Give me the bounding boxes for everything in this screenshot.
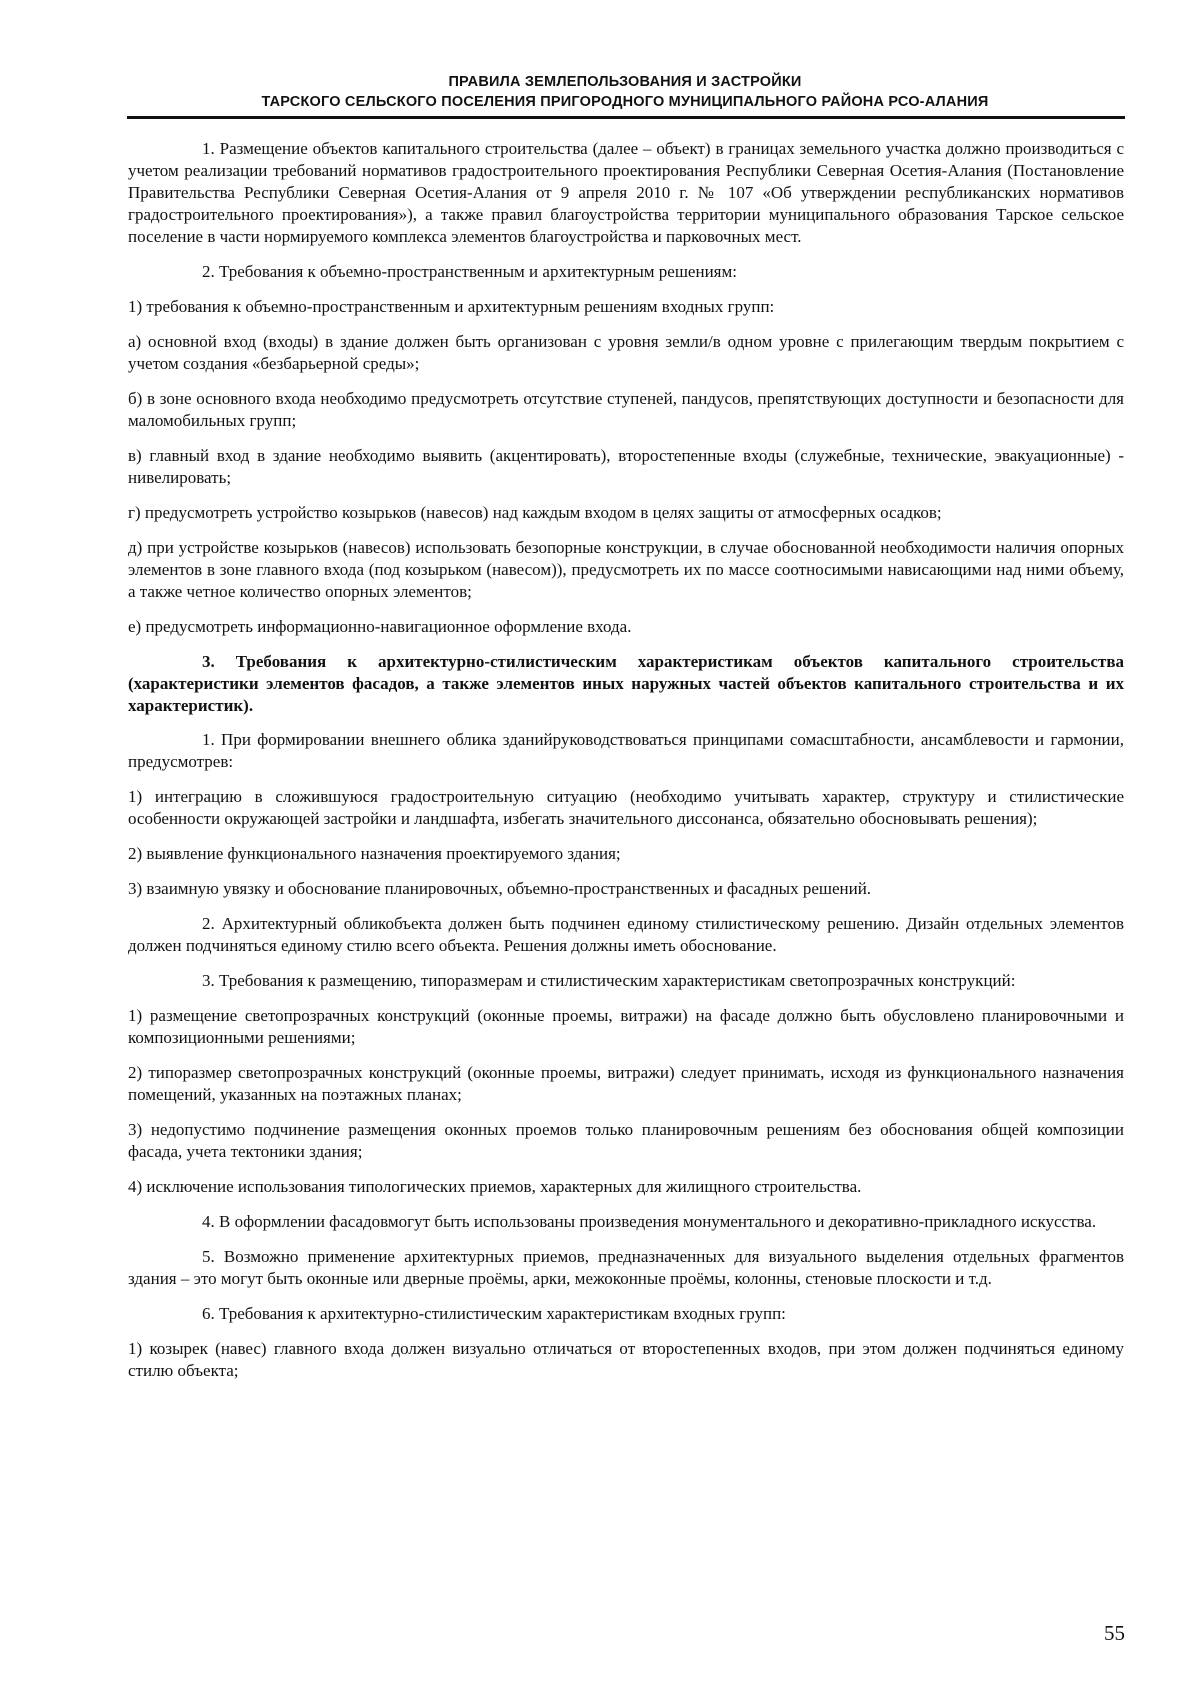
paragraph-volume-requirements: 2. Требования к объемно-пространственным и архитектурным решениям: xyxy=(202,262,737,281)
header-rule xyxy=(127,116,1125,119)
paragraph-decoration: 4. В оформлении фасадовмогут быть использованы произведения монументального и декоративно-прикладного искусства. xyxy=(202,1212,1097,1231)
running-header xyxy=(127,72,1123,112)
list-item: г) предусмотреть устройство козырьков (навесов) над каждым входом в целях защиты от атмосферных осадков; xyxy=(128,503,942,522)
list-item: 1) требования к объемно-пространственным и архитектурным решениям входных групп: xyxy=(128,297,775,316)
list-item: а) основной вход (входы) в здание должен быть организован с уровня земли/в одном уровне с прилегающим твердым покрытием с учетом создания «безбарьерной среды»; xyxy=(128,332,1124,373)
list-item: 3) взаимную увязку и обоснование планировочных, объемно-пространственных и фасадных решений. xyxy=(128,879,872,898)
document-body xyxy=(128,138,1124,1395)
paragraph-style: 2. Архитектурный обликобъекта должен быть подчинен единому стилистическому решению. Дизайн отдельных элементов должен подчиняться единому стилю всего объекта. Решения должны иметь обоснование. xyxy=(128,914,1124,955)
paragraph-appearance: 1. При формировании внешнего облика зданийруководствоваться принципами сомасштабности, ансамблевости и гармонии, предусмотрев: xyxy=(128,730,1124,771)
paragraph-placement: 1. Размещение объектов капитального строительства (далее – объект) в границах земельного участка должно производиться с учетом реализации требований нормативов градостроительного проектирования Республики Северная Осетия-Алания (Постановление Правительства Республики Северная Осетия-Алания от 9 апреля 2010 г. № 107 «Об утверждении республиканских нормативов градостроительного проектирования»), а также правил благоустройства территории муниципального образования Тарское сельское поселение в части нормируемого комплекса элементов благоустройства и парковочных мест. xyxy=(128,139,1124,246)
list-item: в) главный вход в здание необходимо выявить (акцентировать), второстепенные входы (служебные, технические, эвакуационные) - нивелировать; xyxy=(128,446,1124,487)
section-heading: 3. Требования к архитектурно-стилистическим характеристикам объектов капитального строительства (характеристики элементов фасадов, а также элементов иных наружных частей объектов капитального строительства и их характеристик). xyxy=(128,652,1124,715)
page-number: 55 xyxy=(1104,1621,1125,1645)
list-item: 3) недопустимо подчинение размещения оконных проемов только планировочным решениям без обоснования общей композиции фасада, учета тектоники здания; xyxy=(128,1120,1124,1161)
header-line-1: ПРАВИЛА ЗЕМЛЕПОЛЬЗОВАНИЯ И ЗАСТРОЙКИ xyxy=(448,74,802,90)
list-item: д) при устройстве козырьков (навесов) использовать безопорные конструкции, в случае обоснованной необходимости наличия опорных элементов в зоне главного входа (под козырьком (навесом)), предусмотреть их по массе соотносимыми нависающими над ними объему, а также четное количество опорных элементов; xyxy=(128,538,1124,601)
list-item: е) предусмотреть информационно-навигационное оформление входа. xyxy=(128,617,632,636)
list-item: 1) размещение светопрозрачных конструкций (оконные проемы, витражи) на фасаде должно быть обусловлено планировочными и композиционными решениями; xyxy=(128,1006,1124,1047)
list-item: 1) интеграцию в сложившуюся градостроительную ситуацию (необходимо учитывать характер, структуру и стилистические особенности окружающей застройки и ландшафта, избегать значительного диссонанса, обязательно обосновывать решения); xyxy=(128,787,1124,828)
list-item: 2) выявление функционального назначения проектируемого здания; xyxy=(128,844,621,863)
paragraph-techniques: 5. Возможно применение архитектурных приемов, предназначенных для визуального выделения отдельных фрагментов здания – это могут быть оконные или дверные проёмы, арки, межоконные проёмы, колонны, стеновые плоскости и т.д. xyxy=(128,1247,1124,1288)
list-item: 1) козырек (навес) главного входа должен визуально отличаться от второстепенных входов, при этом должен подчиняться единому стилю объекта; xyxy=(128,1339,1124,1380)
paragraph-glazing: 3. Требования к размещению, типоразмерам и стилистическим характеристикам светопрозрачных конструкций: xyxy=(202,971,1016,990)
paragraph-entrance-groups: 6. Требования к архитектурно-стилистическим характеристикам входных групп: xyxy=(202,1304,786,1323)
header-line-2: ТАРСКОГО СЕЛЬСКОГО ПОСЕЛЕНИЯ ПРИГОРОДНОГО МУНИЦИПАЛЬНОГО РАЙОНА РСО-АЛАНИЯ xyxy=(261,94,989,110)
list-item: 4) исключение использования типологических приемов, характерных для жилищного строительства. xyxy=(128,1177,862,1196)
list-item: 2) типоразмер светопрозрачных конструкций (оконные проемы, витражи) следует принимать, исходя из функционального назначения помещений, указанных на поэтажных планах; xyxy=(128,1063,1124,1104)
list-item: б) в зоне основного входа необходимо предусмотреть отсутствие ступеней, пандусов, препятствующих доступности и безопасности для маломобильных групп; xyxy=(128,389,1124,430)
